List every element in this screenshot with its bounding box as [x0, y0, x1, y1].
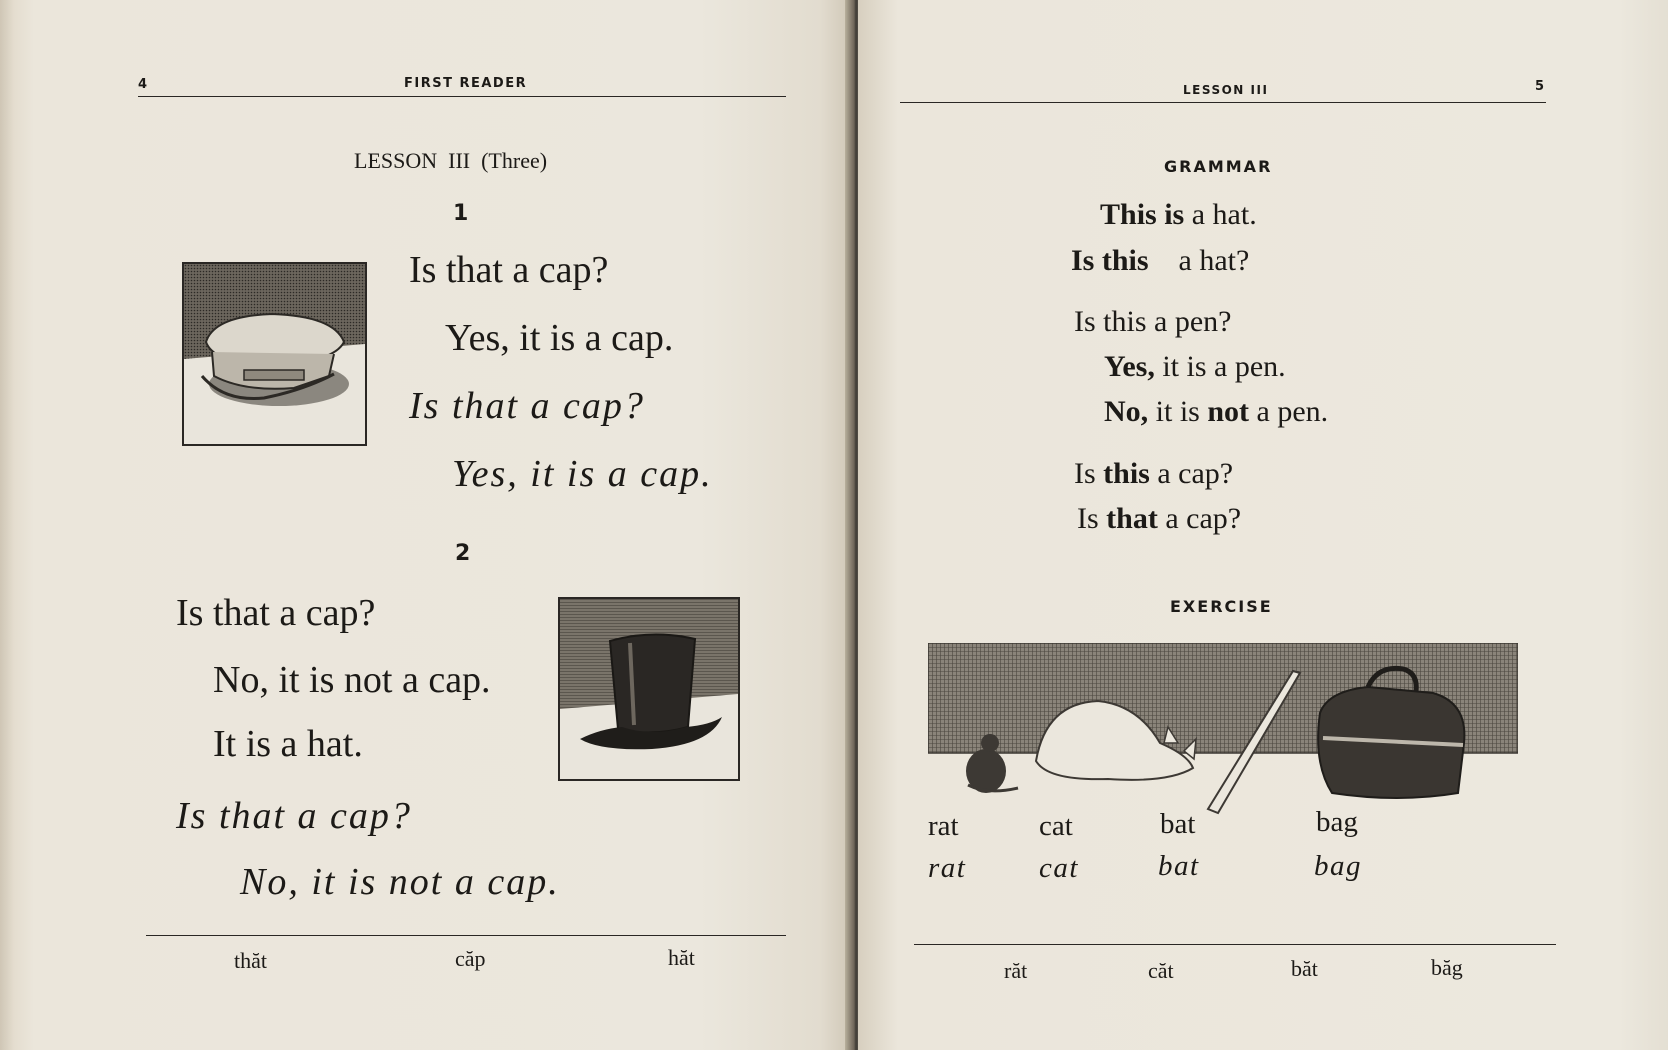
- lesson-title: LESSON III (Three): [354, 148, 548, 173]
- exercise-script-cat: cat: [1039, 852, 1079, 884]
- cap-illustration: [182, 262, 367, 446]
- section-number-2: 2: [455, 541, 471, 566]
- hat-illustration: [558, 597, 740, 781]
- exercise-illustration: [928, 643, 1518, 823]
- left-header-rule: [138, 96, 786, 97]
- grammar-line-2: Is this a hat?: [1071, 244, 1250, 277]
- right-pronunciation-1: răt: [1004, 958, 1028, 983]
- section2-script-question: Is that a cap?: [176, 795, 412, 837]
- right-header-rule: [900, 102, 1546, 103]
- right-pronunciation-2: căt: [1148, 958, 1174, 983]
- section2-answer-line1: No, it is not a cap.: [213, 659, 491, 701]
- grammar-heading: GRAMMAR: [1164, 157, 1273, 176]
- cap-picture-icon: [184, 264, 365, 444]
- grammar-line-7: Is that a cap?: [1077, 502, 1242, 535]
- rat-cat-bat-bag-picture-icon: [928, 643, 1518, 823]
- exercise-heading: EXERCISE: [1170, 597, 1273, 616]
- grammar-line-1: This is a hat.: [1100, 198, 1257, 231]
- right-page: [858, 0, 1668, 1050]
- grammar-line-3: Is this a pen?: [1074, 305, 1232, 338]
- exercise-word-bat: bat: [1160, 808, 1196, 840]
- section1-script-question: Is that a cap?: [409, 385, 645, 427]
- right-footer-rule: [914, 944, 1556, 945]
- grammar-line-4: Yes, it is a pen.: [1104, 350, 1286, 383]
- section2-answer-line2: It is a hat.: [213, 723, 363, 765]
- grammar-line-6: Is this a cap?: [1074, 457, 1234, 490]
- left-running-head: FIRST READER: [404, 76, 528, 91]
- right-pronunciation-4: băg: [1431, 955, 1463, 980]
- section1-script-answer: Yes, it is a cap.: [452, 453, 713, 495]
- section1-question: Is that a cap?: [409, 249, 609, 291]
- section1-answer: Yes, it is a cap.: [445, 317, 674, 359]
- grammar-line-5: No, it is not a pen.: [1104, 395, 1329, 428]
- section2-script-answer: No, it is not a cap.: [240, 861, 560, 903]
- left-page-number: 4: [138, 77, 149, 92]
- right-pronunciation-3: băt: [1291, 956, 1318, 981]
- left-footer-rule: [146, 935, 786, 936]
- right-page-number: 5: [1535, 79, 1546, 94]
- exercise-word-rat: rat: [928, 810, 959, 842]
- top-hat-picture-icon: [560, 599, 738, 779]
- pronunciation-word-3: hăt: [668, 945, 695, 970]
- pronunciation-word-2: căp: [455, 946, 486, 971]
- pronunciation-word-1: thăt: [234, 948, 267, 973]
- exercise-word-bag: bag: [1316, 806, 1358, 838]
- section-number-1: 1: [453, 201, 469, 226]
- right-running-head: LESSON III: [1183, 83, 1269, 97]
- exercise-word-cat: cat: [1039, 810, 1073, 842]
- exercise-script-bat: bat: [1158, 850, 1200, 882]
- exercise-script-rat: rat: [928, 852, 967, 884]
- section2-question: Is that a cap?: [176, 592, 376, 634]
- exercise-script-bag: bag: [1314, 850, 1362, 882]
